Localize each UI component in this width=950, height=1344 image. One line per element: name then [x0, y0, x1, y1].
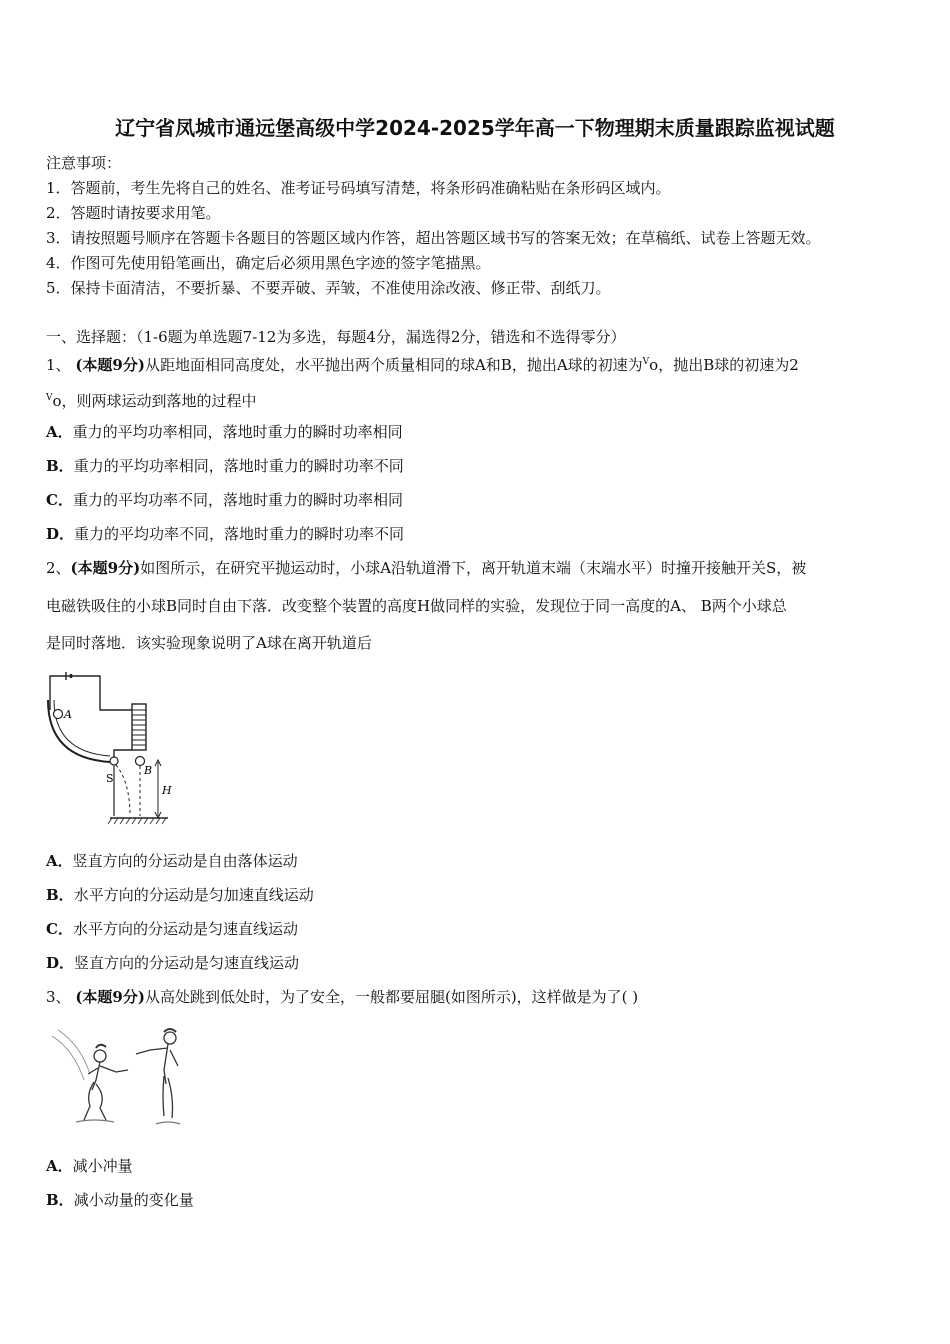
- option-text: 重力的平均功率不同，落地时重力的瞬时功率不同: [74, 525, 405, 543]
- option-c[interactable]: [46, 919, 298, 939]
- option-label: B．: [46, 886, 74, 904]
- question-2-line-3: 是同时落地．该实验现象说明了A球在离开轨道后: [46, 634, 372, 652]
- notice-item: 2．答题时请按要求用笔。: [46, 204, 221, 222]
- notice-heading: 注意事项：: [46, 154, 122, 172]
- crouching-figure: [76, 1045, 128, 1122]
- projectile-apparatus-figure: [44, 670, 184, 830]
- question-text: o，抛出B球的初速为2: [649, 356, 799, 374]
- notice-item: 3．请按照题号顺序在答题卡各题目的答题区域内作答，超出答题区域书写的答案无效；在草稿纸、试卷上答题无效。: [46, 229, 821, 247]
- label-a: A: [64, 708, 72, 721]
- option-b[interactable]: [46, 456, 404, 476]
- label-h: H: [162, 784, 172, 797]
- option-text: 水平方向的分运动是匀加速直线运动: [73, 886, 314, 904]
- option-c[interactable]: [46, 490, 403, 510]
- question-number: 2、: [46, 559, 71, 577]
- option-d[interactable]: [46, 524, 404, 544]
- circuit-wire: [50, 676, 132, 710]
- option-d[interactable]: [46, 953, 299, 973]
- option-a[interactable]: [46, 851, 298, 871]
- option-text: 竖直方向的分运动是匀速直线运动: [74, 954, 300, 972]
- question-text: o，则两球运动到落地的过程中: [52, 392, 257, 410]
- option-b[interactable]: [46, 885, 314, 905]
- label-b: B: [144, 764, 153, 777]
- page-title: 辽宁省凤城市通远堡高级中学2024-2025学年高一下物理期末质量跟踪监视试题: [115, 116, 835, 140]
- question-1-line-2: [46, 388, 257, 411]
- question-text: 从高处跳到低处时，为了安全，一般都要屈腿(如图所示)，这样做是为了( ): [144, 988, 639, 1006]
- question-score: (本题9分): [70, 559, 141, 577]
- option-text: 重力的平均功率不同，落地时重力的瞬时功率相同: [72, 491, 403, 509]
- notice-item: 4．作图可先使用铅笔画出，确定后必须用黑色字迹的签字笔描黑。: [46, 254, 491, 272]
- option-text: 竖直方向的分运动是自由落体运动: [72, 852, 298, 870]
- option-text: 减小动量的变化量: [73, 1191, 194, 1209]
- option-label: A．: [46, 852, 73, 870]
- section-heading: 一、选择题：（1-6题为单选题7-12为多选，每题4分，漏选得2分，错选和不选得零分）: [46, 328, 626, 346]
- option-label: B．: [46, 457, 74, 475]
- option-label: B．: [46, 1191, 74, 1209]
- question-3-line-1: [46, 987, 638, 1007]
- option-label: D．: [46, 525, 75, 543]
- option-b[interactable]: [46, 1190, 194, 1210]
- question-score: (本题9分): [75, 988, 145, 1006]
- notice-item: 5．保持卡面清洁，不要折暴、不要弄破、弄皱，不准使用涂改液、修正带、刮纸刀。: [46, 279, 611, 297]
- question-2-line-2: 电磁铁吸住的小球B同时自由下落．改变整个装置的高度H做同样的实验，发现位于同一高度的A、 B两个小球总: [46, 597, 787, 615]
- question-text: 从距地面相同高度处，水平抛出两个质量相同的球A和B，抛出A球的初速为: [144, 356, 643, 374]
- trajectory-a: [116, 765, 130, 816]
- option-text: 重力的平均功率相同，落地时重力的瞬时功率相同: [72, 423, 403, 441]
- option-label: D．: [46, 954, 75, 972]
- velocity-symbol: V: [642, 357, 650, 367]
- option-label: C．: [46, 491, 73, 509]
- option-text: 减小冲量: [72, 1157, 133, 1175]
- option-label: A．: [46, 423, 73, 441]
- option-a[interactable]: [46, 422, 403, 442]
- question-2-line-1: [46, 558, 806, 578]
- notice-item: 1．答题前，考生先将自己的姓名、准考证号码填写清楚，将条形码准确粘贴在条形码区域内。: [46, 179, 671, 197]
- option-label: A．: [46, 1157, 73, 1175]
- jumping-figure-illustration: [44, 1020, 194, 1136]
- question-number: 1、: [46, 356, 71, 374]
- option-text: 重力的平均功率相同，落地时重力的瞬时功率不同: [73, 457, 404, 475]
- question-number: 3、: [46, 988, 71, 1006]
- electromagnet: [132, 704, 146, 750]
- label-s: S: [106, 772, 114, 785]
- standing-figure: [136, 1029, 180, 1124]
- ball-a-icon: [54, 710, 63, 719]
- option-text: 水平方向的分运动是匀速直线运动: [72, 920, 298, 938]
- option-label: C．: [46, 920, 73, 938]
- question-score: (本题9分): [75, 356, 145, 374]
- velocity-symbol: V: [46, 393, 53, 403]
- curved-track: [54, 700, 110, 756]
- question-1-line-1: [46, 352, 799, 375]
- switch-s-icon: [110, 757, 118, 765]
- question-text: 如图所示，在研究平抛运动时，小球A沿轨道滑下，离开轨道末端（末端水平）时撞开接触开关S，被: [140, 559, 807, 577]
- option-a[interactable]: [46, 1156, 133, 1176]
